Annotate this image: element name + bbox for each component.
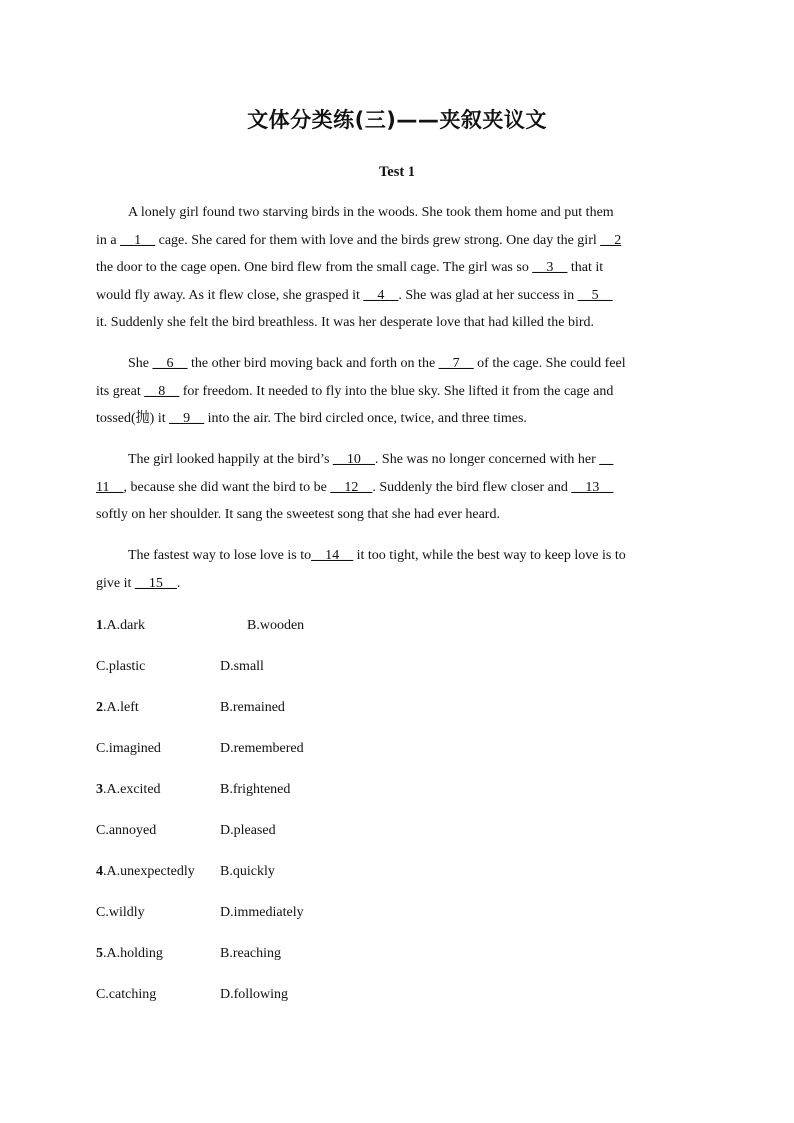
passage-text: . Suddenly the bird flew closer and [372,479,572,495]
passage-text: The girl looked happily at the bird’s [128,452,333,467]
question-row [96,735,496,776]
passage-text: . She was glad at her success in [398,287,578,303]
option-c[interactable]: C.plastic [96,659,146,674]
question-row [96,981,496,1022]
question-row [96,858,496,899]
question-number: 4 [96,864,103,879]
passage-text: into the air. The bird circled once, twice, and three times. [204,411,527,426]
option-d[interactable]: D.remembered [220,741,304,756]
blank-8[interactable]: __8__ [144,383,180,399]
passage-text: , because she did want the bird to be [123,479,331,495]
option-a[interactable] [96,776,161,803]
blank-7[interactable]: __7__ [438,356,474,371]
question-row [96,899,496,940]
cloze-passage [96,199,696,611]
passage-text: the other bird moving back and forth on the [187,356,439,371]
blank-2[interactable]: __2 [600,232,622,248]
option-text: .A.dark [103,618,145,633]
question-row [96,776,496,817]
passage-text: it too tight, while the best way to keep love is to [353,548,626,563]
passage-text: cage. She cared for them with love and the birds grew strong. One day the girl [155,232,601,248]
passage-line [96,570,696,598]
blank-5[interactable]: __5__ [577,287,613,303]
passage-line [96,542,696,570]
blank-4[interactable]: __4__ [363,287,399,303]
blank-10[interactable]: __10__ [332,452,375,467]
option-c[interactable]: C.annoyed [96,823,157,838]
blank-12[interactable]: __12__ [330,479,373,495]
option-b[interactable]: B.wooden [247,618,305,633]
passage-text: give it [96,575,135,591]
blank-11[interactable]: 11__ [96,479,124,495]
passage-line [96,378,696,406]
passage-text: . [176,575,181,591]
option-c[interactable]: C.wildly [96,905,145,920]
option-a[interactable] [96,612,145,639]
question-row [96,940,496,981]
question-list [96,612,496,1022]
option-d[interactable]: D.following [220,987,289,1002]
option-a[interactable] [96,858,195,885]
passage-line [96,350,696,378]
passage-line [96,227,696,255]
passage-paragraph-2 [96,350,696,433]
passage-line [96,446,696,474]
passage-text: the door to the cage open. One bird flew from the small cage. The girl was so [96,260,533,275]
test-label: Test 1 [378,164,416,180]
option-b[interactable]: B.reaching [220,946,282,961]
question-number: 1 [96,618,103,633]
passage-line [96,405,696,433]
question-number: 3 [96,782,103,797]
passage-line [96,474,696,502]
passage-text: softly on her shoulder. It sang the sweetest song that she had ever heard. [96,507,500,522]
passage-line [96,282,696,310]
option-text: .A.left [103,700,139,715]
passage-text: of the cage. She could feel [473,356,626,371]
page-title: 文体分类练(三)——夹叙夹议文 [247,108,547,132]
blank-1[interactable]: __1__ [120,232,156,248]
option-a[interactable] [96,940,163,967]
blank-14[interactable]: __14__ [311,548,354,563]
blank-3[interactable]: __3__ [532,260,568,275]
passage-text: it. Suddenly she felt the bird breathless. It was her desperate love that had killed the bird. [96,315,595,330]
passage-text: tossed(抛) it [96,411,170,426]
question-number: 2 [96,700,103,715]
passage-text: A lonely girl found two starving birds in the woods. She took them home and put them [128,205,614,220]
option-text: .A.excited [103,782,161,797]
option-a[interactable] [96,694,139,721]
passage-paragraph-4 [96,542,696,597]
passage-text: that it [567,260,604,275]
blank-13[interactable]: __13__ [571,479,614,495]
passage-text: in a [96,232,121,248]
passage-text: its great [96,383,145,399]
option-d[interactable]: D.small [220,659,264,674]
question-row [96,653,496,694]
option-text: .A.unexpectedly [103,864,195,879]
option-text: .A.holding [103,946,163,961]
question-row [96,612,496,653]
passage-text: The fastest way to lose love is to [128,548,312,563]
option-d[interactable]: D.pleased [220,823,276,838]
question-row [96,817,496,858]
question-row [96,694,496,735]
blank-15[interactable]: __15__ [134,575,177,591]
passage-line [96,501,696,529]
passage-paragraph-1 [96,199,696,337]
option-d[interactable]: D.immediately [220,905,304,920]
passage-text: would fly away. As it flew close, she grasped it [96,287,364,303]
passage-text: for freedom. It needed to fly into the blue sky. She lifted it from the cage and [179,383,614,399]
question-number: 5 [96,946,103,961]
passage-line [96,199,696,227]
blank-11-start[interactable]: __ [599,452,614,467]
option-c[interactable]: C.imagined [96,741,161,756]
passage-line [96,254,696,282]
option-b[interactable]: B.frightened [220,782,291,797]
blank-6[interactable]: __6__ [152,356,188,371]
option-c[interactable]: C.catching [96,987,157,1002]
passage-paragraph-3 [96,446,696,529]
passage-text: She [128,356,153,371]
blank-9[interactable]: __9__ [169,411,205,426]
option-b[interactable]: B.remained [220,700,285,715]
passage-line [96,309,696,337]
passage-text: . She was no longer concerned with her [374,452,600,467]
option-b[interactable]: B.quickly [220,864,275,879]
